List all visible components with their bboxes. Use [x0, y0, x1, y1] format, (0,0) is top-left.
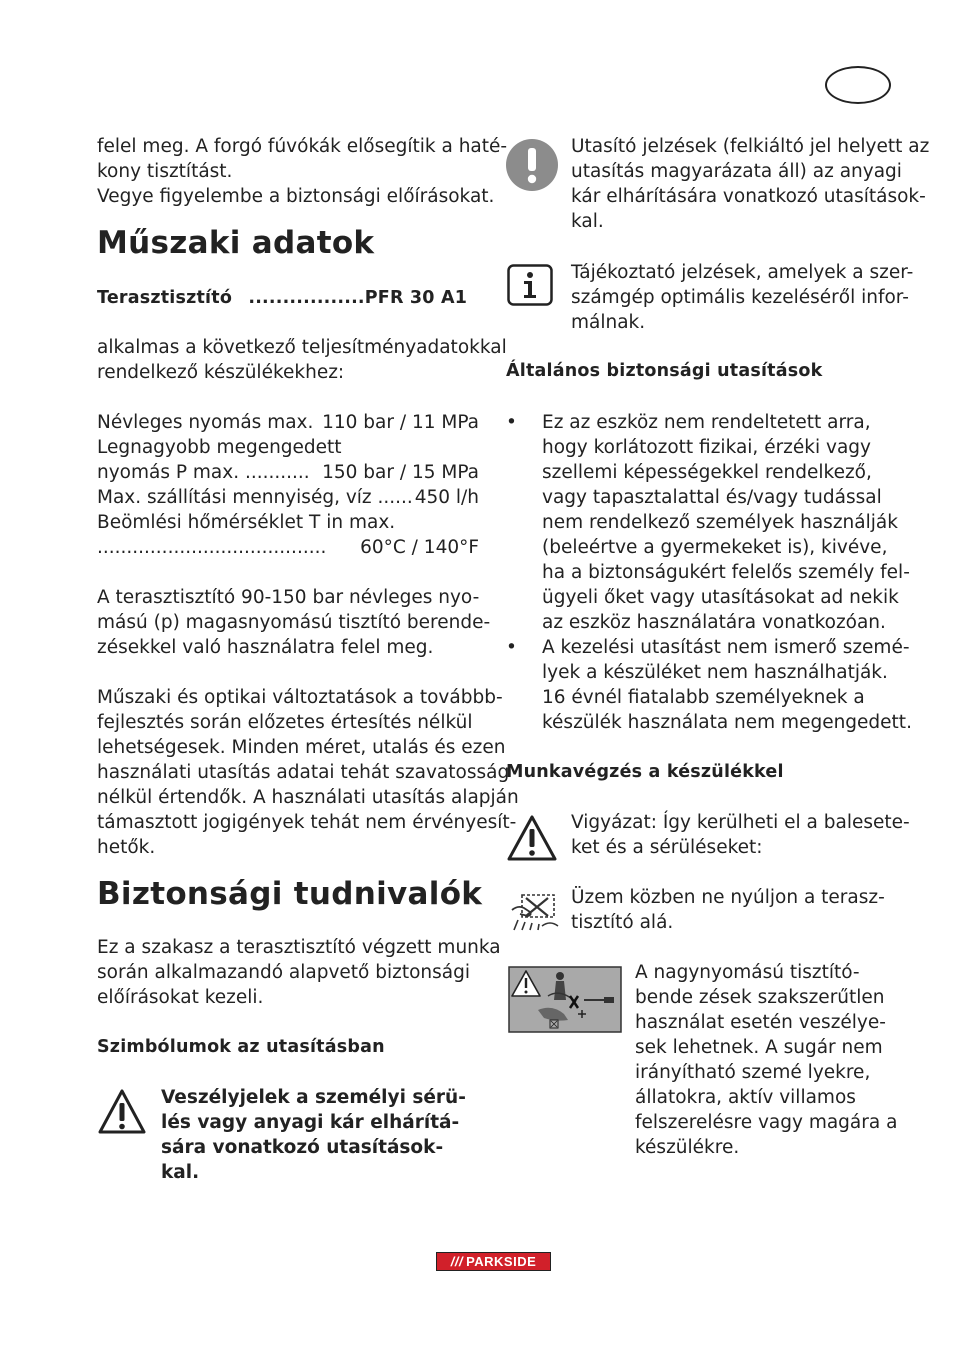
- danger-signs-text: Veszélyjelek a személyi sérü- lés vagy anyagi kár elhárítá- sára vonatkozó utasítások- kal.: [161, 1087, 466, 1183]
- parkside-logo: [436, 1252, 551, 1271]
- nominal-pressure-paragraph: A terasztisztító 90-150 bar névleges nyo- mású (p) magasnyomású tisztító berende- zésekkel való használatra felel meg.: [97, 587, 491, 658]
- logo-stripes: ///: [450, 1254, 464, 1269]
- product-model: PFR 30 A1: [364, 288, 468, 308]
- working-heading: Munkavégzés a készülékkel: [506, 762, 784, 782]
- suitable-paragraph: alkalmas a következő teljesítményadatokkal rendelkező készülékekhez:: [97, 337, 507, 383]
- spec-row: Max. szállítási mennyiség, víz ...... 450 l/h: [97, 487, 479, 508]
- caution-triangle-icon: [507, 814, 557, 862]
- warning-triangle-icon: [98, 1088, 146, 1136]
- logo-text: PARKSIDE: [466, 1254, 537, 1269]
- exclamation-circle-icon: [506, 139, 558, 191]
- no-hands-under-device-icon: [508, 890, 564, 932]
- bullet-item: • A kezelési utasítást nem ismerő szemé- lyek a készüléket nem használhatják. 16 évnél fiatalabb személyeknek a készülék használata nem megengedett.: [506, 637, 912, 733]
- product-label: Terasztisztító: [97, 288, 233, 308]
- safety-heading: Biztonsági tudnivalók: [97, 876, 483, 912]
- bullet-marker: •: [506, 637, 517, 658]
- product-line: [97, 286, 467, 311]
- intro-paragraph: felel meg. A forgó fúvókák elősegítik a haté- kony tisztítást. Vegye figyelembe a biztonsági előírásokat.: [97, 136, 508, 207]
- spec-row: Legnagyobb megengedett: [97, 437, 342, 458]
- tech-data-heading: Műszaki adatok: [97, 225, 375, 261]
- high-pressure-jet-warning-icon: [508, 966, 622, 1033]
- bullet-marker: •: [506, 412, 517, 433]
- bullet-item: • Ez az eszköz nem rendeltetett arra, hogy korlátozott fizikai, érzéki vagy szellemi képességekkel rendelkező, vagy tapasztalattal és/vagy tudással nem rendelkező személyek használják (beleértve a gyermekeket is), kivéve, ha a biztonságukért felelős személy fel- ügyeli őket vagy utasításokat ad nekik az eszköz használatára vonatkozóan.: [506, 412, 910, 633]
- caution-text: Vigyázat: Így kerülheti el a balesete- ket és a sérüléseket:: [571, 812, 910, 858]
- general-safety-heading: Általános biztonsági utasítások: [506, 361, 823, 381]
- hand-warning-text: Üzem közben ne nyúljon a terasz- tisztító alá.: [571, 887, 885, 933]
- safety-intro-paragraph: Ez a szakasz a terasztisztító végzett munka során alkalmazandó alapvető biztonsági előírásokat kezeli.: [97, 937, 501, 1008]
- spec-row: nyomás P max. ........... 150 bar / 15 MPa: [97, 462, 479, 483]
- jet-warning-text: A nagynyomású tisztító- bende zések szakszerűtlen használat esetén veszélye- sek lehetnek. A sugár nem irányítható szemé lyekre, állatokra, aktív villamos felszerelésre vagy magára a készülékre.: [635, 962, 898, 1158]
- spec-row: Beömlési hőmérséklet T in max.: [97, 512, 396, 533]
- spec-list: [97, 410, 479, 560]
- spec-row: ....................................... 60°C / 140°F: [97, 537, 479, 558]
- info-signs-text: Tájékoztató jelzések, amelyek a szer- számgép optimális kezeléséről infor- málnak.: [571, 262, 914, 333]
- info-icon: [507, 264, 553, 306]
- instruction-signs-text: Utasító jelzések (felkiáltó jel helyett az utasítás magyarázata áll) az anyagi kár elhárítására vonatkozó utasítások- kal.: [571, 136, 930, 232]
- changes-paragraph: Műszaki és optikai változtatások a továbbb- fejlesztés során előzetes értesítés nélkül lehetségesek. Minden méret, utalás és ezen használati utasítás adatai tehát szavatosság nélkül értendők. A használati utasítás alapján támasztott jogigények tehát nem érvényesít- hetők.: [97, 687, 519, 858]
- spec-row: Névleges nyomás max. 110 bar / 11 MPa: [97, 412, 479, 433]
- language-badge: [825, 66, 891, 104]
- symbols-heading: Szimbólumok az utasításban: [97, 1037, 385, 1057]
- product-dots: .................: [248, 288, 365, 308]
